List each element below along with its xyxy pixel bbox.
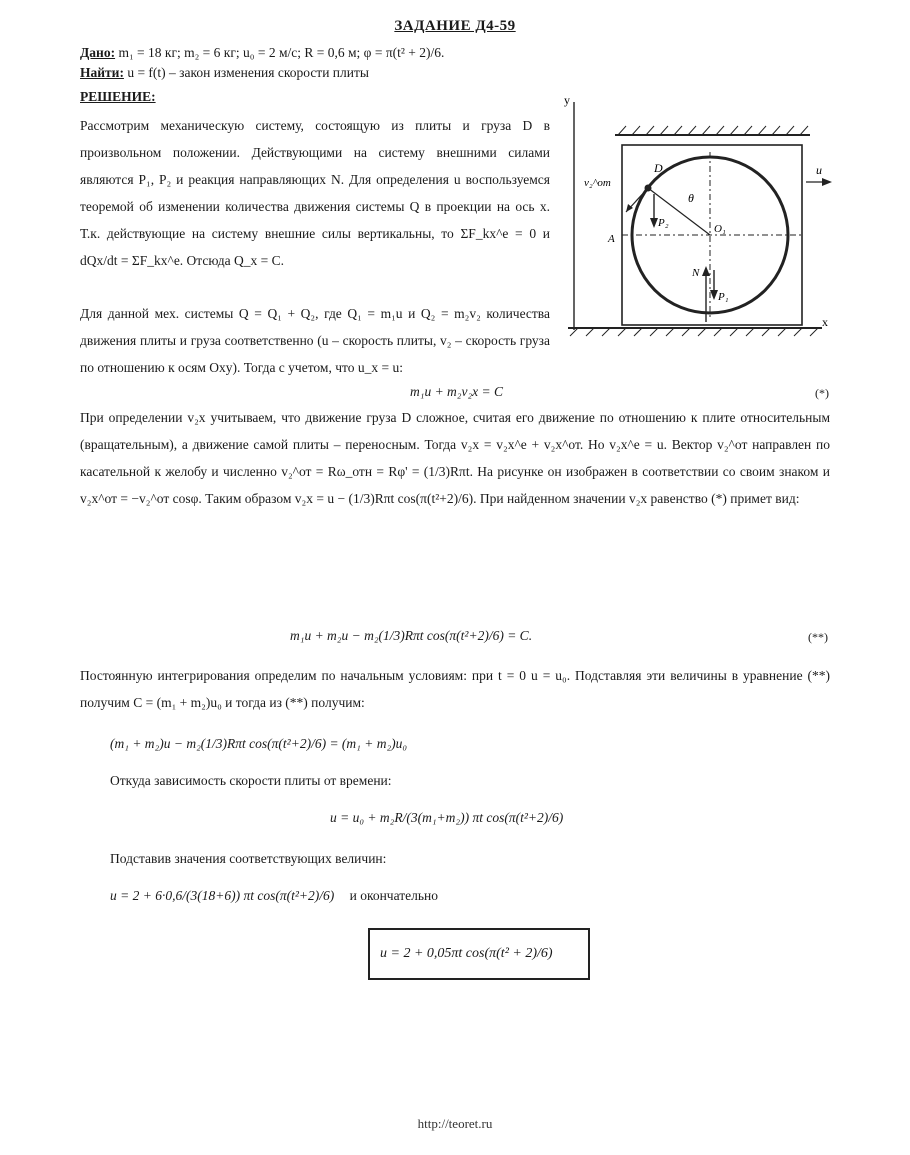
paragraph-6: Подставив значения соответствующих величин:	[110, 851, 387, 866]
equation-1-number: (*)	[815, 386, 829, 400]
label-d: D	[654, 161, 663, 175]
label-u: u	[816, 163, 822, 177]
paragraph-4: Постоянную интегрирования определим по начальным условиям: при t = 0 u = u₀. Подставляя эти величины в уравнение (**) получим C = (m₁ + m₂)u₀ и тогда из (**) получим:	[80, 668, 830, 710]
equation-5-tail: и окончательно	[349, 888, 438, 903]
label-a: A	[608, 233, 615, 245]
given-label: Дано:	[80, 45, 116, 60]
mechanism-figure	[560, 90, 840, 345]
paragraph-3: При определении v₂x учитываем, что движение груза D сложное, считая его движение по отношению к плите относительным (вращательным), а движение самой плиты – переносным. Тогда v₂x = v₂x^е + v₂x^от. Но v₂x^е = u. Вектор v₂^от направлен по касательной к желобу и численно v₂^от = Rω_отн = Rφ' = (1/3)Rπt. На рисунке он изображен в соответствии со своим знаком и v₂x^от = −v₂^от cosφ. Таким образом v₂x = u − (1/3)Rπt cos(π(t²+2)/6). При найденном значении v₂x равенство (*) примет вид:	[80, 410, 830, 506]
label-theta: θ	[688, 191, 694, 205]
label-p2: P₂	[658, 217, 669, 229]
paragraph-2: Для данной мех. системы Q = Q₁ + Q₂, где Q₁ = m₁u и Q₂ = m₂v₂ количества движения плиты и груза соответственно (u – скорость плиты, v₂ – скорость груза по отношению к осям Oxy). Тогда с учетом, что u_x = u:	[80, 306, 550, 375]
equation-3: (m₁ + m₂)u − m₂(1/3)Rπt cos(π(t²+2)/6) = (m₁ + m₂)u₀	[110, 736, 408, 751]
label-o1: O₁	[714, 223, 726, 235]
equation-2: m₁u + m₂u − m₂(1/3)Rπt cos(π(t²+2)/6) = C.	[290, 628, 533, 643]
label-p1: P₁	[718, 291, 729, 303]
equation-5	[110, 888, 438, 904]
bottom-base-hatching	[570, 328, 818, 336]
given-text: m₁ = 18 кг; m₂ = 6 кг; u₀ = 2 м/с; R = 0,6 м; φ = π(t² + 2)/6.	[118, 45, 445, 60]
top-wall-hatching	[618, 126, 808, 135]
label-n: N	[692, 267, 700, 279]
find-text: u = f(t) – закон изменения скорости плиты	[127, 65, 369, 80]
y-axis-label: y	[564, 93, 570, 107]
find-label: Найти:	[80, 65, 124, 80]
footer-url[interactable]: http://teoret.ru	[417, 1116, 493, 1131]
solution-label: РЕШЕНИЕ:	[80, 89, 156, 104]
label-v-rel: v₂^от	[584, 177, 611, 189]
answer-box	[368, 928, 590, 980]
page-title: ЗАДАНИЕ Д4-59	[394, 18, 516, 34]
equation-4: u = u₀ + m₂R/(3(m₁+m₂)) πt cos(π(t²+2)/6)	[330, 810, 564, 825]
paragraph-1: Рассмотрим механическую систему, состоящую из плиты и груза D в произвольном положении. Действующими на систему внешними силами являются P₁, P₂ и реакция направляющих N. Для определения u воспользуемся теоремой об изменении количества движения системы Q в проекции на ось x. Т.к. действующие на систему внешние силы вертикальны, то ΣF_kx^e = 0 и dQx/dt = ΣF_kx^e. Отсюда Q_x = C.	[80, 118, 550, 268]
find-line	[80, 64, 369, 82]
given-line	[80, 44, 444, 62]
equation-1: m₁u + m₂v₂x = C	[410, 384, 504, 399]
answer-formula: u = 2 + 0,05πt cos(π(t² + 2)/6)	[380, 946, 553, 961]
paragraph-5: Откуда зависимость скорости плиты от времени:	[110, 773, 392, 788]
equation-5-text: u = 2 + 6·0,6/(3(18+6)) πt cos(π(t²+2)/6)	[110, 888, 335, 903]
x-axis-label: x	[822, 315, 828, 329]
equation-2-number: (**)	[808, 630, 828, 644]
